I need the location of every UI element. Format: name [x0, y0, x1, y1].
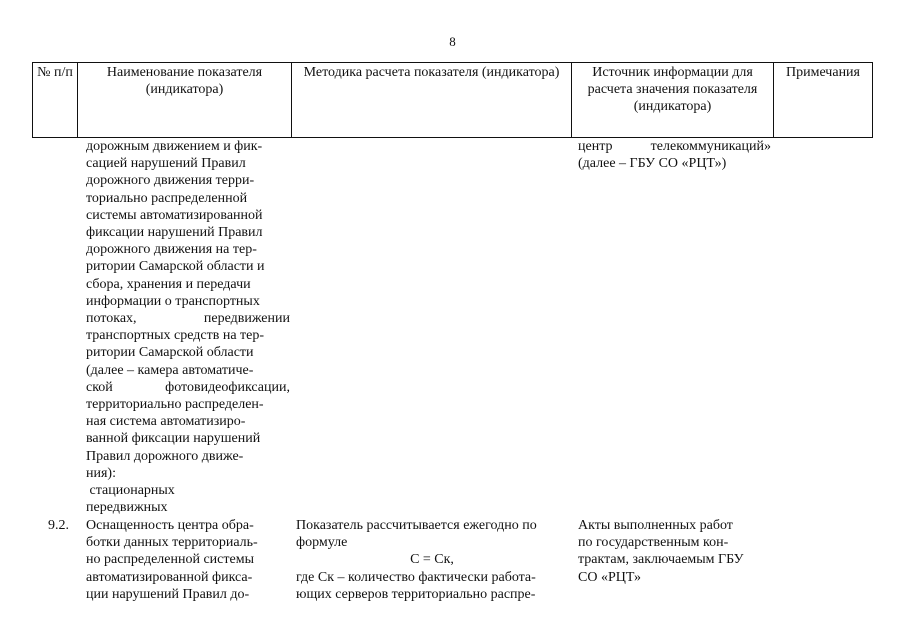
text-line: системы автоматизированной: [86, 207, 263, 223]
text-line: дорожного движения на тер-: [86, 242, 257, 258]
header-notes: Примечания: [773, 62, 873, 138]
text-line: ботки данных территориаль-: [86, 535, 258, 551]
continued-name-cell: [86, 138, 290, 516]
text-line: СО «РЦТ»: [578, 569, 642, 585]
text-line: информации о транспортных: [86, 293, 260, 309]
text-word: центр: [578, 139, 613, 154]
text-line: Оснащенность центра обра-: [86, 518, 254, 533]
text-line: Правил дорожного движе-: [86, 448, 244, 464]
text-line: дорожного движения терри-: [86, 173, 255, 189]
text-word: ской: [86, 379, 113, 395]
text-line: [578, 138, 771, 155]
text-line: формуле: [296, 535, 348, 551]
text-line: [86, 310, 290, 327]
text-line: стационарных: [86, 483, 175, 499]
formula: С = Cк,: [410, 552, 454, 568]
text-line: сбора, хранения и передачи: [86, 276, 251, 292]
text-line: территориально распределен-: [86, 397, 264, 413]
text-line: автоматизированной фикса-: [86, 569, 253, 585]
header-method: Методика расчета показателя (индикатора): [291, 62, 572, 138]
text-line: передвижных: [86, 500, 168, 516]
text-line: сацией нарушений Правил: [86, 156, 246, 172]
row-source-cell: [578, 517, 771, 586]
text-line: где Cк – количество фактически работа-: [296, 569, 536, 585]
text-line: ториально распределенной: [86, 190, 248, 206]
text-word: передвижении: [203, 311, 290, 327]
header-num: № п/п: [32, 62, 78, 138]
text-line: [86, 379, 290, 396]
text-line: фиксации нарушений Правил: [86, 225, 263, 241]
row-number: 9.2.: [48, 518, 69, 533]
text-line: транспортных средств на тер-: [86, 328, 265, 344]
continued-source-cell: [578, 138, 771, 172]
text-line: Акты выполненных работ: [578, 518, 733, 533]
text-line: но распределенной системы: [86, 552, 254, 568]
page-number: 8: [449, 34, 456, 49]
text-line: ванной фиксации нарушений: [86, 431, 261, 447]
header-source: Источник информации для расчета значения показателя (индикатора): [571, 62, 774, 138]
text-word: фотовидеофиксации,: [165, 379, 290, 395]
text-line: ритории Самарской области: [86, 345, 254, 361]
row-name-cell: [86, 517, 290, 603]
text-line: трактам, заключаемым ГБУ: [578, 552, 744, 568]
text-line: ная система автоматизиро-: [86, 414, 246, 430]
text-word: потоках,: [86, 311, 137, 327]
text-line: Показатель рассчитывается ежегодно по: [296, 518, 537, 533]
text-line: ритории Самарской области и: [86, 259, 265, 275]
text-line: ющих серверов территориально распре-: [296, 586, 536, 602]
text-line: по государственным кон-: [578, 535, 729, 551]
text-line: ния):: [86, 465, 116, 481]
header-name: Наименование показателя (индикатора): [77, 62, 292, 138]
text-line: ции нарушений Правил до-: [86, 586, 250, 602]
text-word: телекоммуникаций»: [650, 139, 771, 154]
text-line: (далее – камера автоматиче-: [86, 362, 254, 378]
row-method-cell: [296, 517, 568, 603]
text-line: дорожным движением и фик-: [86, 139, 263, 154]
text-line: (далее – ГБУ СО «РЦТ»): [578, 156, 727, 172]
